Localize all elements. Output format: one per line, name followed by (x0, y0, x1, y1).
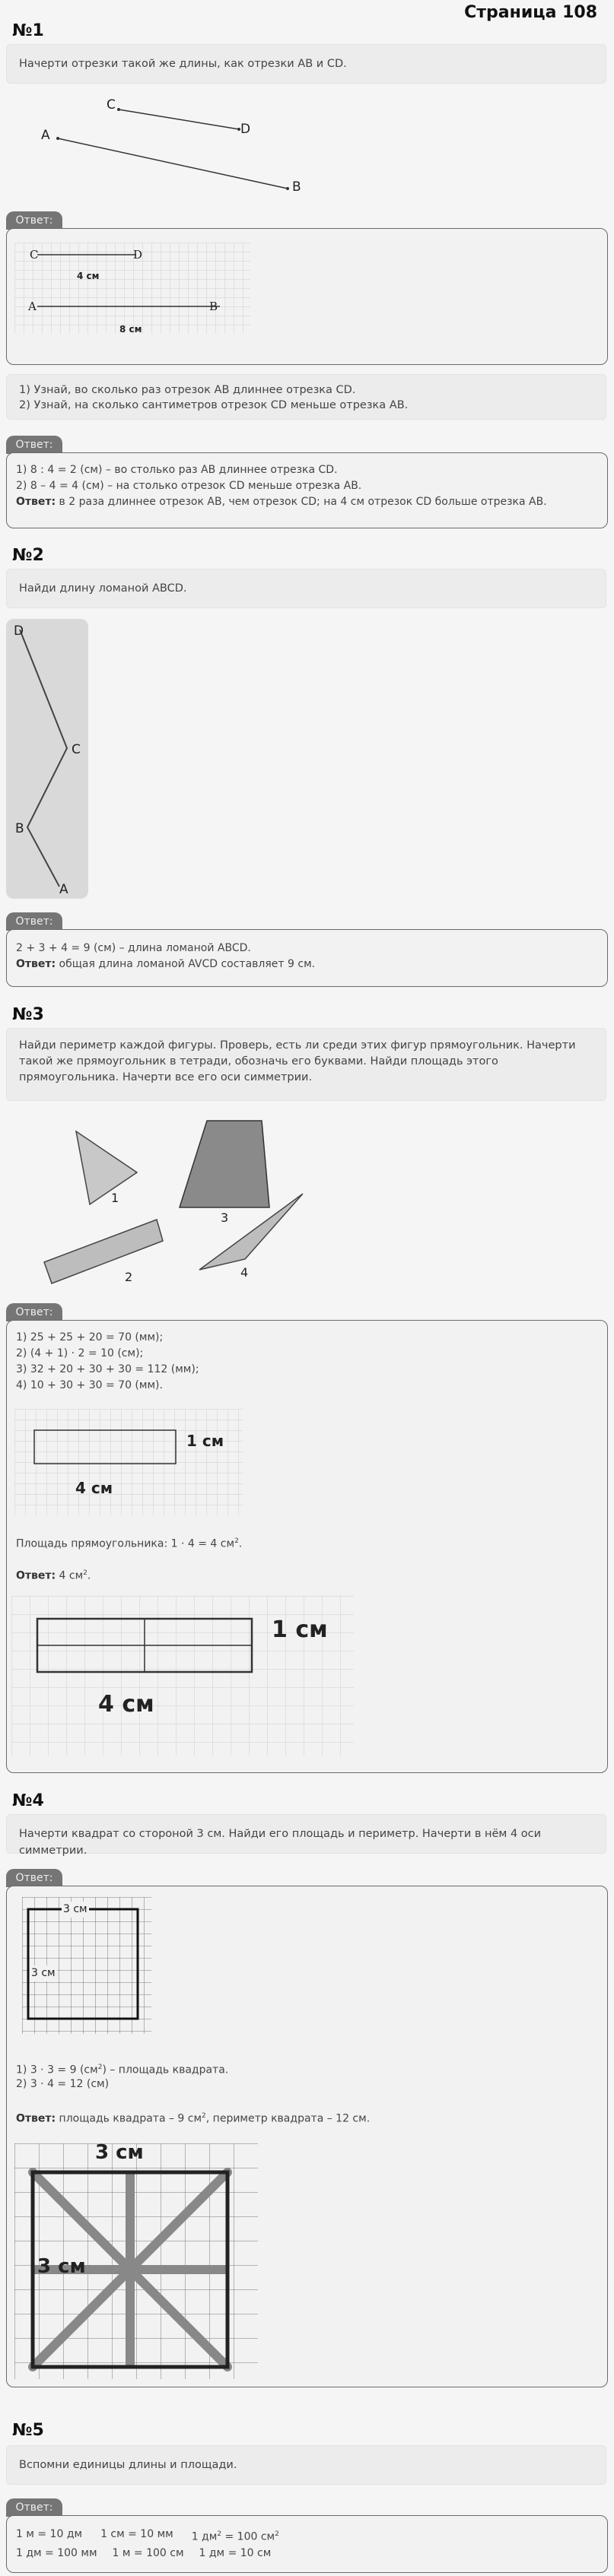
segment-cd (119, 109, 239, 129)
answer-4-line-1 (16, 2060, 228, 2079)
task-5-heading: №5 (12, 2421, 44, 2440)
unit-eq: 1 м = 10 дм (16, 2528, 83, 2540)
ans-label-b: B (209, 300, 218, 313)
answer-4-final (16, 2108, 370, 2127)
answer-5-box (6, 2515, 608, 2573)
task-1b-line-2: 2) Узнай, на сколько сантиметров отрезок CD меньше отрезка AB. (19, 399, 409, 411)
label-a: A (41, 128, 50, 143)
answer-text-b: , периметр квадрата – 12 см. (205, 2112, 371, 2125)
unit-eq: 1 дм = 100 мм (16, 2546, 97, 2559)
task-3-statement: Найди периметр каждой фигуры. Проверь, есть ли среди этих фигур прямоугольник. Начерти такой же прямоугольник в тетради, обозначь его буквами. Найди площадь этого прямоугольника. Начерти все его оси симметрии. (19, 1039, 576, 1083)
answer-3-line-3: 3) 32 + 20 + 30 + 30 = 112 (мм); (16, 1363, 199, 1375)
answer-badge: Ответ: (6, 436, 62, 454)
task-5-statement: Вспомни единицы длины и площади. (19, 2459, 237, 2471)
task-1-text (6, 44, 606, 84)
answer-badge: Ответ: (6, 1303, 62, 1321)
shape-2-rectangle (44, 1220, 163, 1283)
answer-1b-line-2: 2) 8 – 4 = 4 (см) – на столько отрезок CD меньше отрезка AB. (16, 480, 362, 492)
ans-ab-length: 8 см (119, 324, 142, 335)
ans-label-c: C (30, 248, 39, 262)
shape-label-3: 3 (221, 1210, 229, 1225)
sq2-top-label: 3 см (95, 2141, 144, 2164)
answer-text: общая длина ломаной AVCD составляет 9 см. (56, 958, 316, 970)
answer-badge: Ответ: (6, 211, 62, 230)
answer-badge: Ответ: (6, 912, 62, 931)
sup: 2 (234, 1537, 239, 1545)
answer-3-line-2: 2) (4 + 1) · 2 = 10 (см); (16, 1347, 144, 1359)
task-2-text (6, 569, 606, 608)
task-4-heading: №4 (12, 1791, 44, 1810)
area-formula: Площадь прямоугольника: 1 · 4 = 4 см (16, 1537, 235, 1550)
task-5-text (6, 2445, 606, 2485)
answer-1-box (6, 228, 608, 365)
answer-bold: Ответ: (16, 1569, 56, 1582)
answer-3-box (6, 1320, 608, 1773)
answer-4-line-2: 2) 3 · 4 = 12 (см) (16, 2078, 110, 2090)
sup: 2 (217, 2530, 222, 2538)
rect2-height-label: 1 см (272, 1616, 328, 1643)
sup: 2 (275, 2530, 279, 2538)
grid-bg (14, 1409, 243, 1515)
label-d: D (240, 122, 251, 137)
task-3-text (6, 1028, 606, 1101)
task-1-heading: №1 (12, 21, 44, 40)
segment-ab (58, 138, 288, 189)
segments-figure (30, 91, 320, 205)
calc-area: 1) 3 · 3 = 9 (см (16, 2064, 98, 2076)
answer-text: 4 см (56, 1569, 84, 1582)
calc-area-end: ) – площадь квадрата. (102, 2064, 229, 2076)
shape-label-1: 1 (111, 1191, 119, 1205)
answer-2-line-2 (16, 956, 598, 972)
sup: 2 (97, 2064, 103, 2071)
unit-eq-a: 1 дм (191, 2530, 218, 2543)
rect-small-grid (14, 1409, 243, 1515)
rect-height-label: 1 см (186, 1432, 224, 1450)
point-a (56, 137, 59, 140)
area-text: Площадь прямоугольника: 1 · 4 = 4 $см^2$. (16, 1537, 243, 1550)
task-2-heading: №2 (12, 546, 44, 565)
answer-1b-box (6, 452, 608, 528)
poly-label-c: C (72, 742, 81, 757)
shapes-figure (30, 1110, 327, 1293)
units-row-1 (16, 2527, 598, 2546)
answer-bold: Ответ: (16, 496, 56, 508)
answer-2-box (6, 929, 608, 987)
page-title: Страница 108 (464, 3, 597, 22)
task-1-statement: Начерти отрезки такой же длины, как отрезки AB и CD. (19, 58, 347, 70)
poly-label-d: D (14, 623, 24, 639)
sup: 2 (83, 1569, 87, 1577)
rect2-width-label: 4 см (98, 1691, 154, 1718)
answer-bold: Ответ: (16, 2112, 56, 2125)
label-c: C (107, 97, 116, 113)
point-c (117, 108, 120, 111)
sq-top-label: 3 см (62, 1902, 89, 1918)
answer-badge: Ответ: (6, 2498, 62, 2517)
unit-eq: 1 см = 10 мм (100, 2528, 173, 2540)
unit-eq-b: = 100 см (221, 2530, 275, 2543)
answer-1b-line-3 (16, 494, 598, 510)
poly-label-a: A (59, 882, 68, 897)
grid-bg (14, 243, 250, 334)
answer-3-line-1: 1) 25 + 25 + 20 = 70 (мм); (16, 1331, 164, 1344)
shape-3-quad (180, 1121, 269, 1207)
answer-bold: Ответ: (16, 958, 56, 970)
rect-width-label: 4 см (75, 1479, 113, 1497)
answer-2-line-1: 2 + 3 + 4 = 9 (см) – длина ломаной ABCD. (16, 942, 251, 954)
units-row-2 (16, 2546, 598, 2562)
task-2-statement: Найди длину ломаной ABCD. (19, 582, 187, 595)
task-4-text (6, 1814, 606, 1857)
answer-1b-line-1: 1) 8 : 4 = 2 (см) – во столько раз АВ длиннее отрезка CD. (16, 464, 338, 476)
polyline-figure (6, 619, 90, 900)
label-b: B (292, 179, 301, 195)
answer-1-grid (14, 243, 250, 334)
unit-eq (192, 2527, 279, 2546)
shape-label-2: 2 (125, 1270, 133, 1284)
unit-eq: 1 м = 100 см (112, 2546, 184, 2559)
answer-text-a: площадь квадрата – 9 см (56, 2112, 202, 2125)
task-3-heading: №3 (12, 1005, 44, 1024)
ans-label-a: A (28, 300, 37, 313)
answer-text: в 2 раза длиннее отрезок АВ, чем отрезок CD; на 4 см отрезок CD больше отрезка AB. (56, 496, 547, 508)
answer-3-final: Ответ: 4 $см^2$. (16, 1569, 91, 1582)
answer-3-line-4: 4) 10 + 30 + 30 = 70 (мм). (16, 1379, 163, 1391)
point-b (286, 187, 289, 190)
answer-badge: Ответ: (6, 1869, 62, 1887)
task-1b-text (6, 374, 606, 420)
sq-left-label: 3 см (30, 1965, 57, 1981)
figure-bg (6, 619, 88, 899)
answer-4-box (6, 1886, 608, 2387)
ans-label-d: D (133, 248, 143, 262)
sq2-left-label: 3 см (37, 2255, 86, 2278)
poly-label-b: B (15, 821, 24, 836)
ans-cd-length: 4 см (77, 271, 100, 281)
task-4-statement: Начерти квадрат со стороной 3 см. Найди его площадь и периметр. Начерти в нём 4 оси симметрии. (19, 1828, 542, 1857)
shape-1-triangle (76, 1131, 137, 1204)
sup: 2 (202, 2112, 206, 2120)
shape-label-4: 4 (240, 1265, 249, 1280)
task-1b-line-1: 1) Узнай, во сколько раз отрезок АВ длиннее отрезка CD. (19, 384, 356, 396)
unit-eq: 1 дм = 10 см (199, 2546, 272, 2559)
